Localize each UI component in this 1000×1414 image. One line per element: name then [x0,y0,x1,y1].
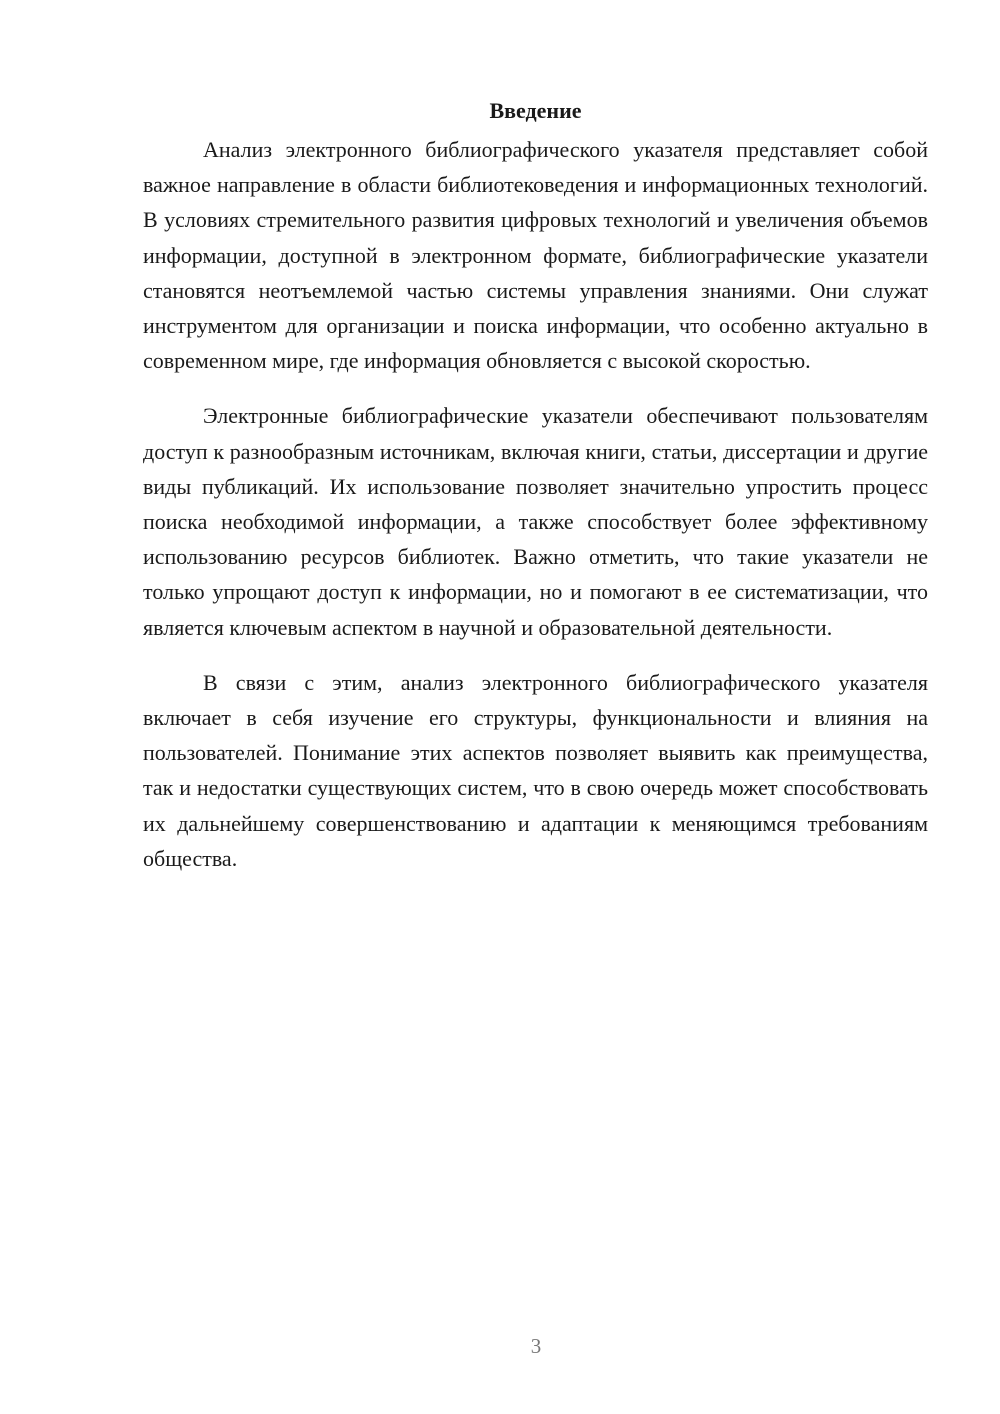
section-heading: Введение [489,98,582,123]
page-number: 3 [530,1334,542,1358]
page-content [143,94,928,896]
paragraph-3: В связи с этим, анализ электронного библиографического указателя включает в себя изучение его структуры, функциональности и влияния на пользователей. Понимание этих аспектов позволяет выявить как преимущества, так и недостатки существующих систем, что в свою очередь может способствовать их дальнейшему совершенствованию и адаптации к меняющимся требованиям общества. [143,669,928,871]
paragraph-1: Анализ электронного библиографического указателя представляет собой важное направление в области библиотековедения и информационных технологий. В условиях стремительного развития цифровых технологий и увеличения объемов информации, доступной в электронном формате, библиографические указатели становятся неотъемлемой частью системы управления знаниями. Они служат инструментом для организации и поиска информации, что особенно актуально в современном мире, где информация обновляется с высокой скоростью. [143,137,928,374]
paragraph-2: Электронные библиографические указатели обеспечивают пользователям доступ к разнообразным источникам, включая книги, статьи, диссертации и другие виды публикаций. Их использование позволяет значительно упростить процесс поиска необходимой информации, а также способствует более эффективному использованию ресурсов библиотек. Важно отметить, что такие указатели не только упрощают доступ к информации, но и помогают в ее систематизации, что является ключевым аспектом в научной и образовательной деятельности. [143,403,928,640]
